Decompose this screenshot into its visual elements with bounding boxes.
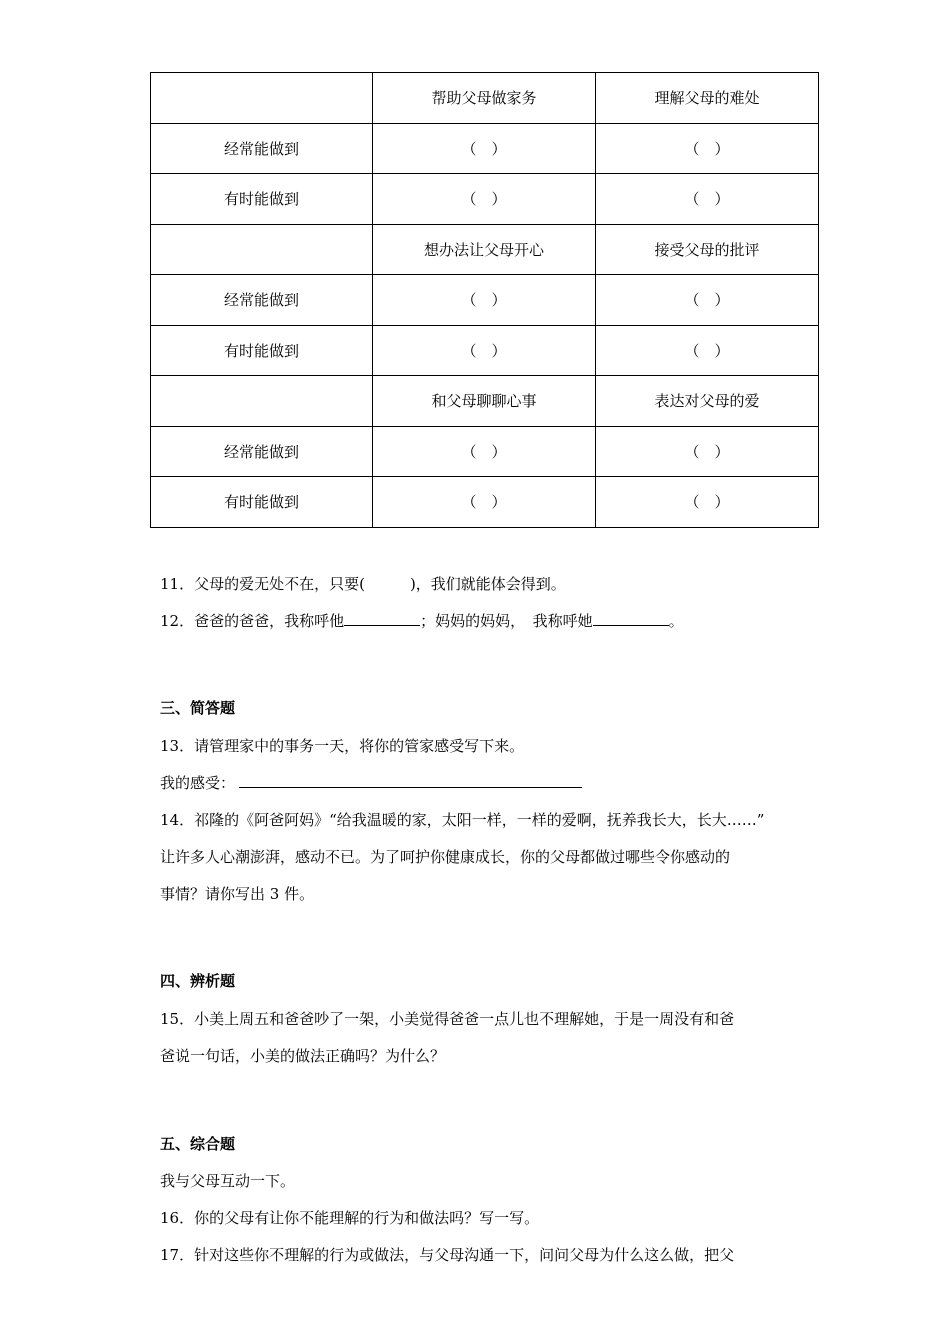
table-row (151, 325, 819, 376)
question-11: 11．父母的爱无处不在，只要( )，我们就能体会得到。 (160, 575, 566, 593)
table-row (151, 224, 819, 275)
question-14-line-3: 事情？请你写出 3 件。 (160, 885, 315, 903)
frequency-cell (151, 73, 373, 124)
question-12-part3: 。 (668, 612, 684, 630)
answer-cell[interactable]: （ ） (373, 477, 596, 528)
feeling-answer-blank[interactable] (239, 773, 582, 788)
question-14-line-2: 让许多人心潮澎湃，感动不已。为了呵护你健康成长，你的父母都做过哪些令你感动的 (160, 848, 731, 866)
table-row (151, 426, 819, 477)
question-17: 17．针对这些你不理解的行为或做法，与父母沟通一下，问问父母为什么这么做，把父 (160, 1246, 735, 1264)
parent-behavior-table (150, 72, 819, 528)
behavior-header-cell: 接受父母的批评 (596, 224, 819, 275)
answer-cell[interactable]: （ ） (596, 325, 819, 376)
question-12-part1: 12．爸爸的爸爸，我称呼他 (160, 612, 345, 630)
answer-cell[interactable]: （ ） (596, 123, 819, 174)
grandmother-answer-blank[interactable] (593, 611, 669, 626)
behavior-header-cell: 表达对父母的爱 (596, 376, 819, 427)
table-row (151, 174, 819, 225)
frequency-cell: 有时能做到 (151, 174, 373, 225)
question-13: 13．请管理家中的事务一天，将你的管家感受写下来。 (160, 737, 525, 755)
question-16: 16．你的父母有让你不能理解的行为和做法吗？写一写。 (160, 1209, 540, 1227)
question-15-line-2: 爸说一句话，小美的做法正确吗？为什么？ (160, 1047, 446, 1065)
answer-cell[interactable]: （ ） (373, 426, 596, 477)
frequency-cell (151, 376, 373, 427)
answer-cell[interactable]: （ ） (596, 477, 819, 528)
table-row (151, 376, 819, 427)
answer-cell[interactable]: （ ） (373, 174, 596, 225)
behavior-header-cell: 帮助父母做家务 (373, 73, 596, 124)
section-3-heading: 三、简答题 (160, 699, 236, 717)
answer-cell[interactable]: （ ） (373, 123, 596, 174)
frequency-cell (151, 224, 373, 275)
answer-cell[interactable]: （ ） (373, 325, 596, 376)
table-row (151, 275, 819, 326)
frequency-cell: 有时能做到 (151, 477, 373, 528)
behavior-header-cell: 理解父母的难处 (596, 73, 819, 124)
section-4-heading: 四、辨析题 (160, 972, 236, 990)
question-12 (160, 611, 684, 631)
question-13-answer (160, 773, 582, 793)
question-12-part2: ；妈妈的妈妈， 我称呼她 (420, 612, 593, 630)
frequency-cell: 有时能做到 (151, 325, 373, 376)
table-row (151, 73, 819, 124)
answer-label: 我的感受： (160, 774, 236, 792)
grandfather-answer-blank[interactable] (344, 611, 420, 626)
section-5-intro: 我与父母互动一下。 (160, 1172, 296, 1190)
frequency-cell: 经常能做到 (151, 275, 373, 326)
table-row (151, 477, 819, 528)
behavior-header-cell: 想办法让父母开心 (373, 224, 596, 275)
frequency-cell: 经常能做到 (151, 426, 373, 477)
answer-cell[interactable]: （ ） (596, 174, 819, 225)
answer-cell[interactable]: （ ） (596, 426, 819, 477)
frequency-cell: 经常能做到 (151, 123, 373, 174)
behavior-header-cell: 和父母聊聊心事 (373, 376, 596, 427)
section-5-heading: 五、综合题 (160, 1135, 236, 1153)
question-15-line-1: 15．小美上周五和爸爸吵了一架，小美觉得爸爸一点儿也不理解她，于是一周没有和爸 (160, 1010, 735, 1028)
question-14-line-1: 14．祁隆的《阿爸阿妈》“给我温暖的家，太阳一样，一样的爱啊，抚养我长大，长大……” (160, 811, 765, 829)
table-row (151, 123, 819, 174)
answer-cell[interactable]: （ ） (373, 275, 596, 326)
answer-cell[interactable]: （ ） (596, 275, 819, 326)
